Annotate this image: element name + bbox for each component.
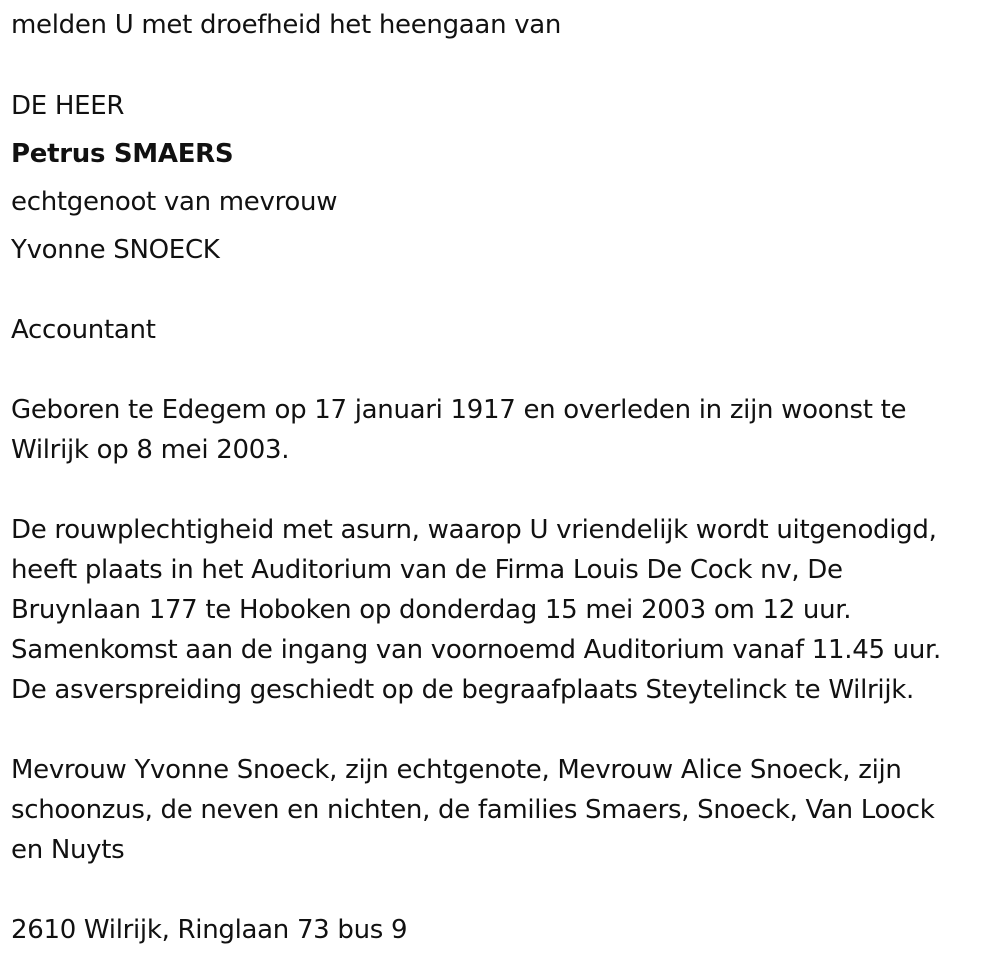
ceremony-line: De asverspreiding geschiedt op de begraafplaats Steytelinck te Wilrijk. [11, 675, 914, 705]
family-line: schoonzus, de neven en nichten, de families Smaers, Snoeck, Van Loock [11, 795, 935, 825]
ceremony-line: De rouwplechtigheid met asurn, waarop U vriendelijk wordt uitgenodigd, [11, 515, 937, 545]
family-line: en Nuyts [11, 835, 125, 865]
deceased-name: Petrus SMAERS [11, 139, 234, 169]
address: 2610 Wilrijk, Ringlaan 73 bus 9 [11, 915, 408, 945]
birth-death-line: Geboren te Edegem op 17 januari 1917 en overleden in zijn woonst te [11, 395, 907, 425]
intro-text: melden U met droefheid het heengaan van [11, 10, 562, 40]
spouse-name: Yvonne SNOECK [11, 235, 220, 265]
ceremony-line: Samenkomst aan de ingang van voornoemd Auditorium vanaf 11.45 uur. [11, 635, 941, 665]
ceremony-line: heeft plaats in het Auditorium van de Firma Louis De Cock nv, De [11, 555, 843, 585]
family-line: Mevrouw Yvonne Snoeck, zijn echtgenote, Mevrouw Alice Snoeck, zijn [11, 755, 902, 785]
honorific: DE HEER [11, 91, 125, 121]
spouse-label: echtgenoot van mevrouw [11, 187, 338, 217]
birth-death-line: Wilrijk op 8 mei 2003. [11, 435, 290, 465]
profession: Accountant [11, 315, 156, 345]
ceremony-line: Bruynlaan 177 te Hoboken op donderdag 15 mei 2003 om 12 uur. [11, 595, 852, 625]
